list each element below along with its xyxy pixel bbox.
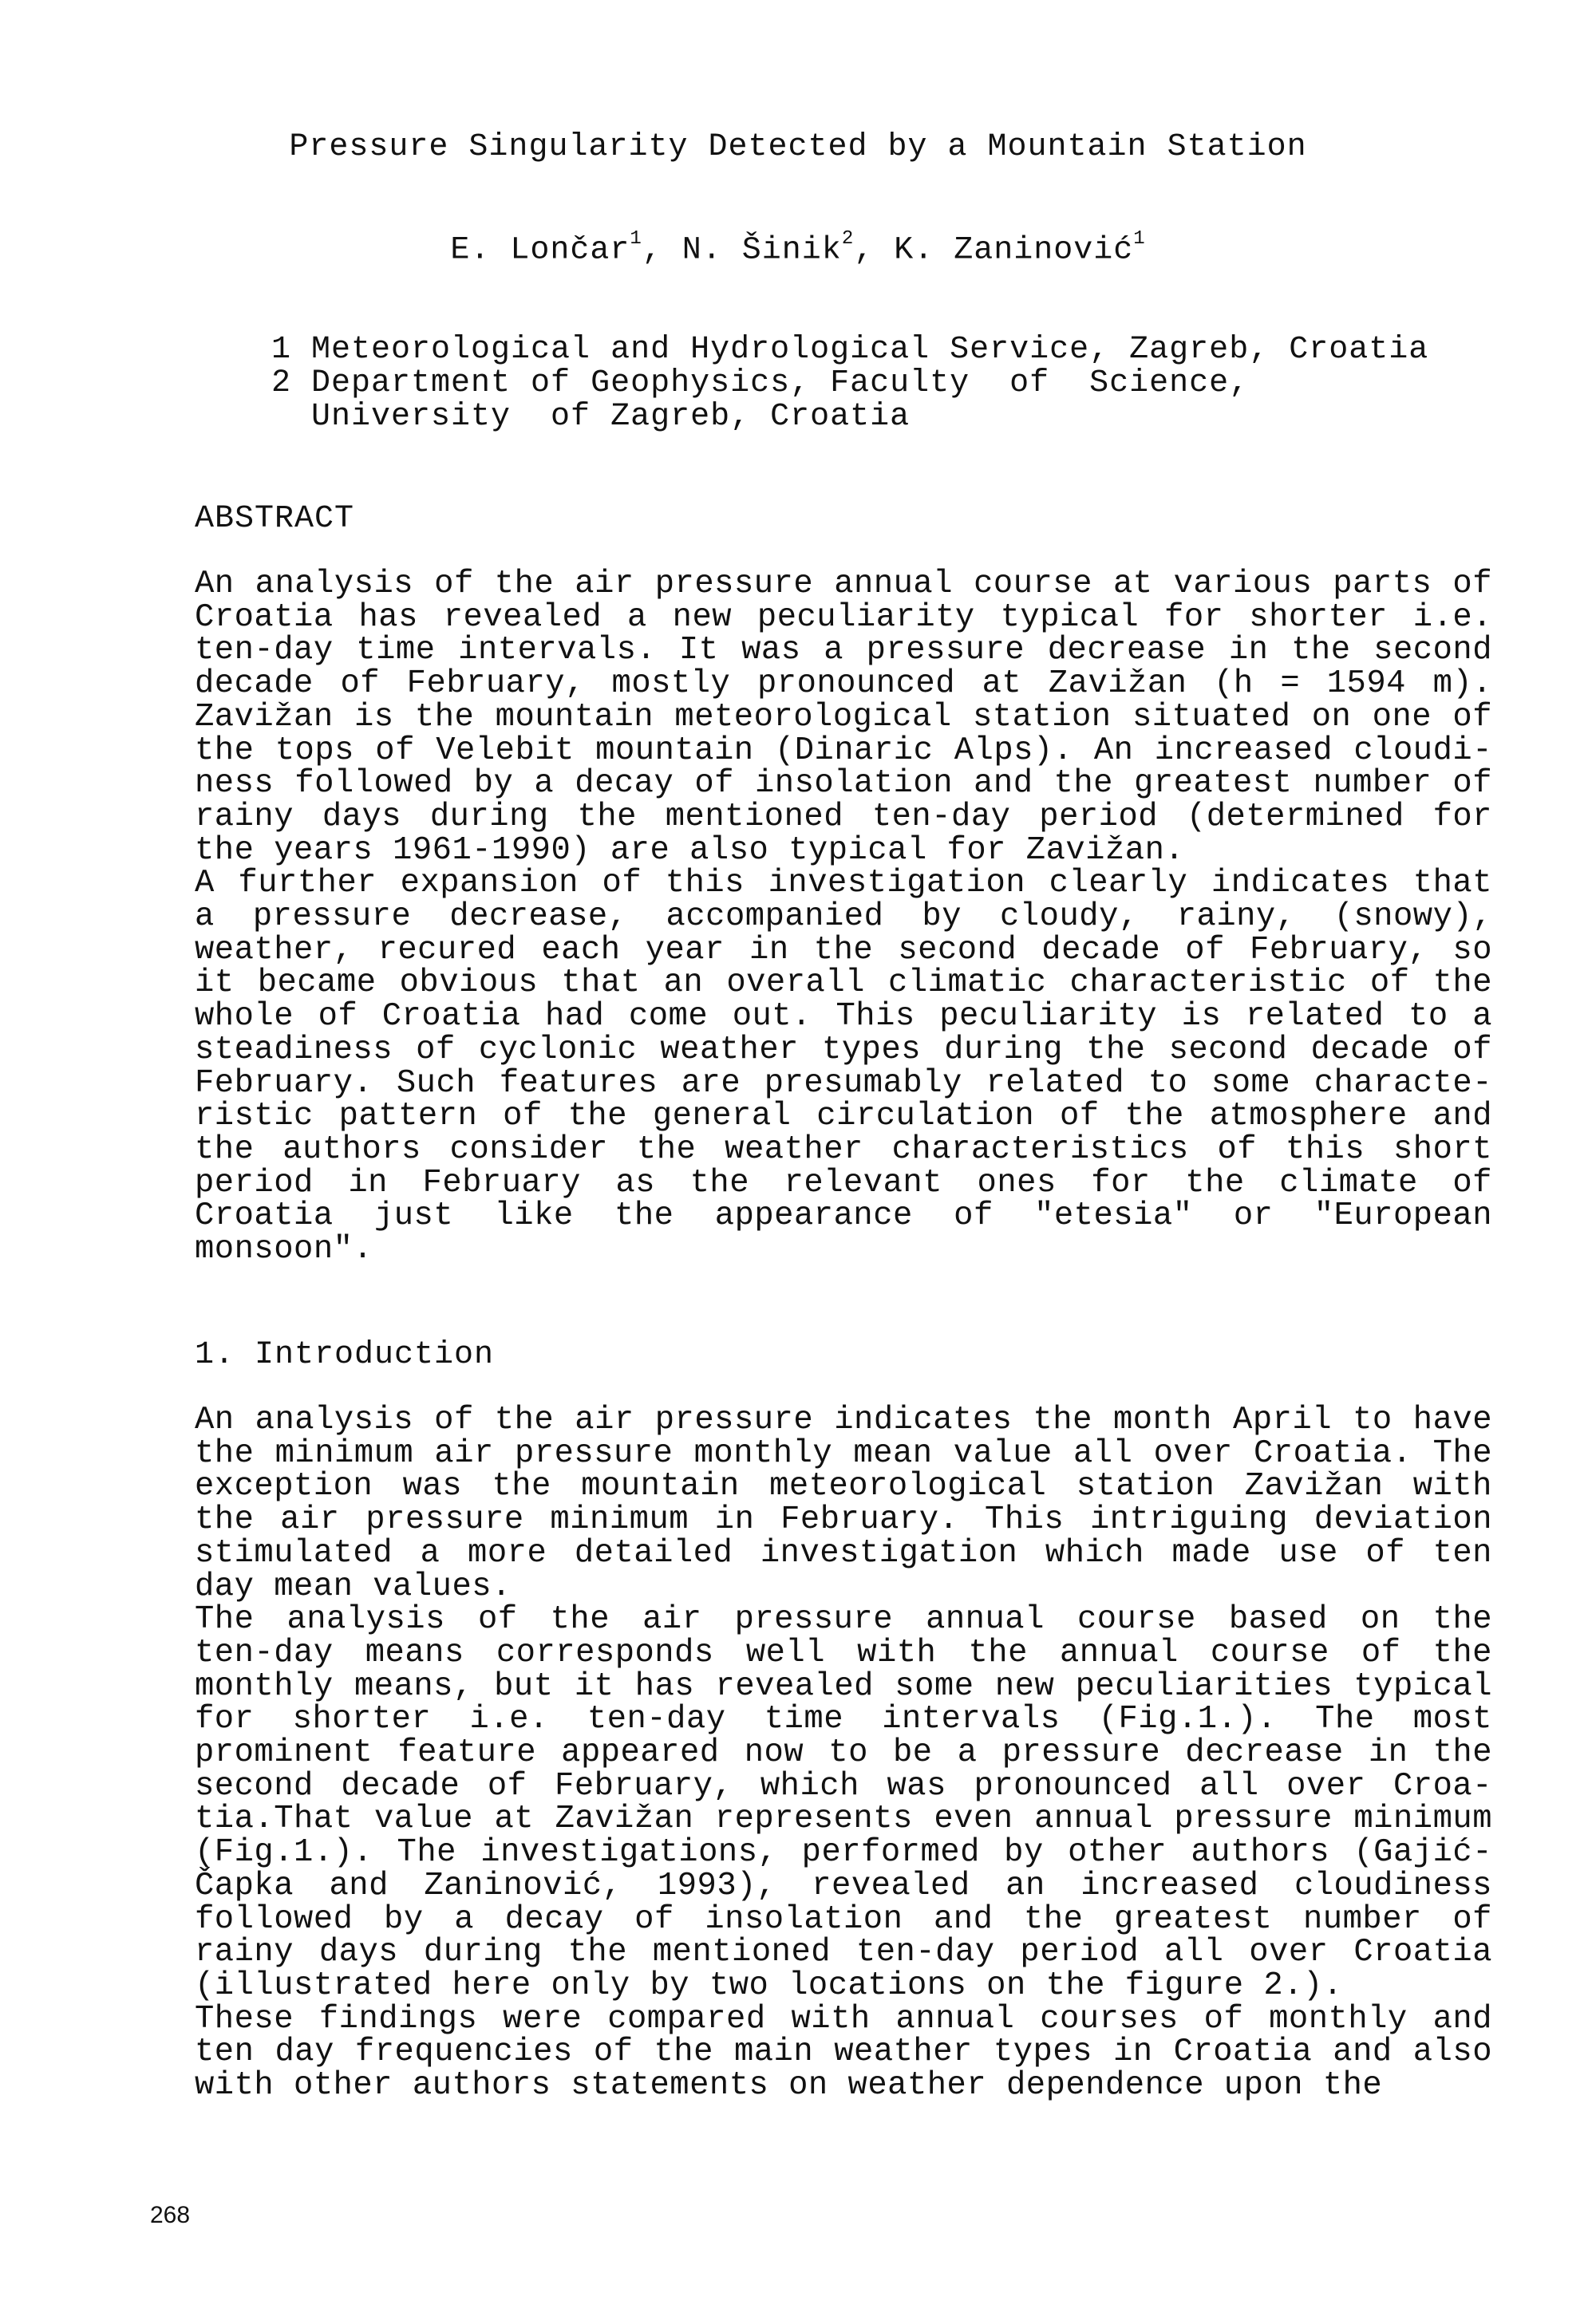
text-line: followed by a decay of insolation and the greatest number of	[195, 1900, 1492, 1938]
text-line: (Fig.1.). The investigations, performed by other authors (Gajić-	[195, 1834, 1492, 1872]
text-line: whole of Croatia had come out. This peculiarity is related to a	[195, 998, 1492, 1036]
author-name: N. Šinik	[681, 232, 842, 269]
text-line: it became obvious that an overall climatic characteristic of the	[195, 965, 1492, 1002]
text-line: the minimum air pressure monthly mean value all over Croatia. The	[195, 1434, 1492, 1472]
author-list: E. Lončar$^1$, N. Šinik$^2$, K. Zaninović$^1$	[450, 228, 1146, 269]
text-line: Čapka and Zaninović, 1993), revealed an increased cloudiness	[195, 1867, 1492, 1904]
abstract-heading: ABSTRACT	[195, 501, 355, 537]
text-line: for shorter i.e. ten-day time intervals (Fig.1.). The most	[195, 1701, 1492, 1738]
text-line: ten day frequencies of the main weather types in Croatia and also	[195, 2034, 1492, 2071]
text-line: a pressure decrease, accompanied by cloudy, rainy, (snowy),	[195, 898, 1492, 936]
page-number: 268	[150, 2202, 191, 2228]
text-line: exception was the mountain meteorological station Zavižan with	[195, 1468, 1492, 1505]
text-line: (illustrated here only by two locations on the figure 2.).	[195, 1967, 1343, 2004]
text-line: the tops of Velebit mountain (Dinaric Alps). An increased cloudi-	[195, 732, 1492, 769]
text-line: ristic pattern of the general circulation of the atmosphere and	[195, 1098, 1492, 1135]
introduction-heading: 1. Introduction	[195, 1337, 495, 1373]
author-name: K. Zaninović	[894, 232, 1134, 269]
text-line: weather, recured each year in the second decade of February, so	[195, 931, 1492, 969]
text-line: Croatia just like the appearance of "etesia" or "European	[195, 1198, 1492, 1235]
text-line: Zavižan is the mountain meteorological station situated on one of	[195, 698, 1492, 736]
text-line: monsoon".	[195, 1231, 373, 1269]
affiliation-line: 1 Meteorological and Hydrological Service, Zagreb, Croatia	[271, 332, 1429, 368]
text-line: The analysis of the air pressure annual course based on the	[195, 1601, 1492, 1639]
text-line: ten-day means corresponds well with the annual course of the	[195, 1634, 1492, 1671]
text-line: An analysis of the air pressure annual course at various parts of	[195, 566, 1492, 602]
text-line: with other authors statements on weather dependence upon the	[195, 2067, 1383, 2105]
text-line: A further expansion of this investigation clearly indicates that	[195, 865, 1492, 902]
text-line: day mean values.	[195, 1568, 512, 1605]
text-line: the air pressure minimum in February. This intriguing deviation	[195, 1501, 1492, 1539]
introduction-body	[195, 1404, 1492, 2103]
abstract-body	[195, 568, 1492, 1267]
text-line: rainy days during the mentioned ten-day period (determined for	[195, 798, 1492, 835]
text-line: An analysis of the air pressure indicates the month April to have	[195, 1402, 1492, 1438]
text-line: ten-day time intervals. It was a pressure decrease in the second	[195, 632, 1492, 669]
text-line: stimulated a more detailed investigation which made use of ten	[195, 1534, 1492, 1572]
text-line: the authors consider the weather characteristics of this short	[195, 1130, 1492, 1168]
affiliations	[271, 333, 1468, 434]
text-line: These findings were compared with annual courses of monthly and	[195, 2000, 1492, 2038]
text-line: second decade of February, which was pronounced all over Croa-	[195, 1767, 1492, 1805]
affiliation-line: University of Zagreb, Croatia	[271, 399, 911, 435]
text-line: prominent feature appeared now to be a pressure decrease in the	[195, 1734, 1492, 1772]
text-line: rainy days during the mentioned ten-day period all over Croatia	[195, 1934, 1492, 1971]
author-affiliation-mark: 1	[630, 228, 642, 250]
text-line: Croatia has revealed a new peculiarity typical for shorter i.e.	[195, 598, 1492, 636]
text-line: monthly means, but it has revealed some new peculiarities typical	[195, 1667, 1492, 1705]
affiliation-line: 2 Department of Geophysics, Faculty of Science,	[271, 365, 1250, 401]
text-line: decade of February, mostly pronounced at Zavižan (h = 1594 m).	[195, 665, 1492, 703]
text-line: ness followed by a decay of insolation and the greatest number of	[195, 765, 1492, 803]
text-line: tia.That value at Zavižan represents even annual pressure minimum	[195, 1801, 1492, 1838]
text-line: the years 1961-1990) are also typical for Zavižan.	[195, 831, 1185, 869]
text-line: period in February as the relevant ones for the climate of	[195, 1164, 1492, 1201]
paper-title: Pressure Singularity Detected by a Mountain Station	[289, 129, 1307, 165]
author-affiliation-mark: 2	[841, 228, 855, 250]
text-line: February. Such features are presumably related to some characte-	[195, 1064, 1492, 1102]
author-name: E. Lončar	[450, 232, 630, 269]
text-line: steadiness of cyclonic weather types during the second decade of	[195, 1031, 1492, 1068]
author-affiliation-mark: 1	[1133, 228, 1146, 250]
